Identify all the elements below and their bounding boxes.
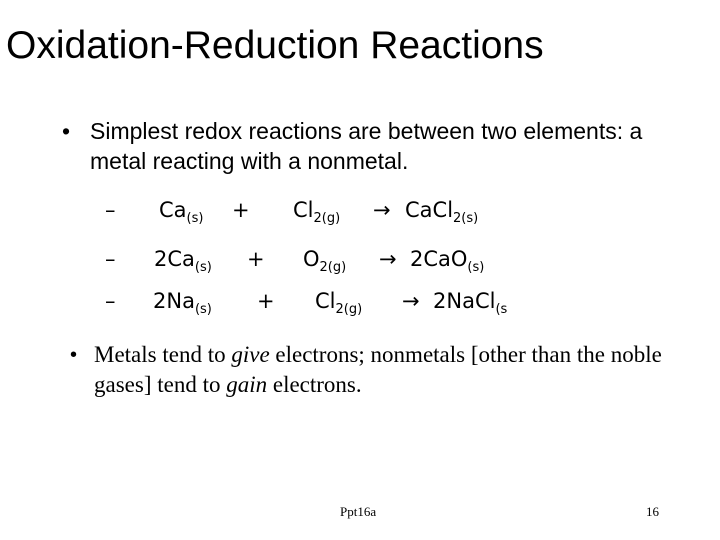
product: CaCl$_{2(s)}$ — [405, 198, 479, 226]
slide-title: Oxidation-Reduction Reactions — [6, 24, 544, 67]
bullet-marker: • — [70, 344, 78, 366]
equation-dash: – — [105, 247, 116, 271]
product: 2CaO$_{(s)}$ — [410, 247, 485, 275]
yield-arrow: → — [373, 198, 391, 222]
yield-arrow: → — [402, 289, 420, 313]
plus-sign: + — [247, 247, 265, 271]
bullet-electron-tendency — [70, 340, 690, 400]
emphasis-give: give — [231, 342, 270, 367]
reactant-1: $2Ca_{(s)}$ — [154, 247, 212, 275]
reactant-2: $O_{2(g)}$ — [303, 247, 347, 275]
reactant-1: $Ca_{(s)}$ — [159, 198, 204, 226]
bullet-text: Simplest redox reactions are between two elements: a metal reacting with a nonmetal. — [90, 118, 643, 174]
plus-sign: + — [257, 289, 275, 313]
emphasis-gain: gain — [226, 372, 268, 397]
equation-dash: – — [105, 289, 116, 313]
bullet-text: Metals tend to give electrons; nonmetals [other than the noble gases] tend to gain electrons. — [94, 342, 662, 397]
reactant-1: $2Na_{(s)}$ — [153, 289, 212, 317]
product: 2NaCl$_{(s}$ — [433, 289, 508, 317]
plus-sign: + — [232, 198, 250, 222]
footer-label: Ppt16a — [340, 504, 377, 519]
page-number: 16 — [646, 504, 659, 519]
reactant-2: $Cl_{2(g)}$ — [293, 198, 341, 226]
equation-dash: – — [105, 198, 116, 222]
reactant-2: $Cl_{2(g)}$ — [315, 289, 363, 317]
yield-arrow: → — [379, 247, 397, 271]
bullet-metal-nonmetal — [62, 116, 682, 176]
bullet-marker: • — [62, 118, 71, 144]
